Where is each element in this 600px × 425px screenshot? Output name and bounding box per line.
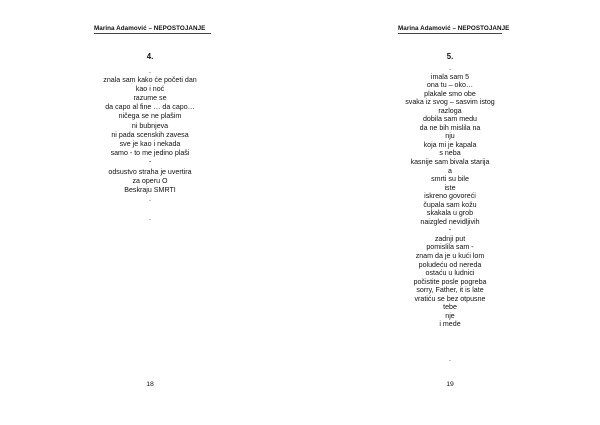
- poem-line: smrti su bile: [431, 175, 469, 184]
- running-header: Marina Adamović – NEPOSTOJANJE: [94, 25, 211, 34]
- poem-line: vratiću se bez otpusne: [414, 294, 486, 303]
- poem-title: 4.: [146, 52, 154, 61]
- poem-line: plakale smo obe: [424, 89, 476, 98]
- poem-line: tebe: [443, 303, 457, 312]
- poem-line: iskreno govoreći: [424, 192, 476, 201]
- poem-line: koja mi je kapala: [423, 140, 477, 149]
- poem-line: a: [448, 166, 452, 175]
- poem-line: odsustvo straha je uvertira: [108, 167, 192, 176]
- poem-line: čupala sam kožu: [423, 200, 477, 209]
- poem-body: [300, 64, 600, 363]
- poem-line: sorry, Father, it is late: [416, 286, 484, 295]
- poem-line: razume se: [133, 94, 167, 103]
- poem-body: [0, 67, 300, 223]
- poem-line: nju: [445, 132, 455, 141]
- poem-line: [300, 329, 600, 338]
- poem-line: [300, 346, 600, 355]
- running-header: Marina Adamović – NEPOSTOJANJE: [398, 25, 510, 32]
- poem-line: skakala u grob: [426, 209, 474, 218]
- poem-line: Beskraju SMRTI: [124, 185, 176, 194]
- poem-line: nje: [445, 311, 455, 320]
- poem-line: pomislila sam -: [426, 243, 474, 252]
- poem-line: sve je kao i nekada: [119, 140, 181, 148]
- poem-line: razloga: [438, 106, 462, 115]
- poem-line: -: [448, 226, 452, 235]
- poem-line: i mede: [439, 320, 461, 329]
- poem-line: da capo al fine … da capo…: [105, 103, 195, 112]
- poem-line: .: [149, 213, 151, 222]
- page-number: 19: [446, 381, 454, 388]
- page-number: 18: [146, 381, 154, 388]
- poem-line: imala sam 5: [430, 72, 470, 81]
- poem-line: [300, 338, 600, 347]
- poem-line: kao i noć: [135, 84, 165, 93]
- poem-line: da ne bih mislila na: [419, 123, 481, 132]
- poem-line: ničega se ne plašim: [118, 112, 182, 121]
- poem-line: svaka iz svog – sasvim istog: [405, 98, 495, 107]
- poem-line: s neba: [439, 149, 461, 158]
- poem-line: .: [149, 66, 151, 75]
- poem-line: ni bubnjeva: [131, 121, 169, 130]
- poem-line: poludeću od nereda: [418, 260, 482, 269]
- poem-line: za operu O: [132, 176, 168, 185]
- right-page: [300, 0, 600, 425]
- poem-line: .: [449, 64, 451, 72]
- poem-line: samo - to me jedino plaši: [110, 149, 190, 158]
- poem-line: zadnji put: [434, 234, 466, 243]
- poem-line: dobila sam medu: [422, 115, 478, 124]
- poem-line: .: [149, 195, 151, 204]
- poem-line: znam da je u kući lom: [415, 252, 485, 261]
- poem-line: .: [449, 354, 451, 363]
- poem-line: kasnije sam bivala starija: [410, 158, 490, 167]
- poem-line: [0, 204, 300, 213]
- poem-line: naizgled nevidljivih: [420, 217, 480, 226]
- poem-line: iste: [444, 183, 456, 192]
- poem-line: znala sam kako će početi dan: [103, 75, 197, 84]
- poem-line: ostaću u ludnici: [425, 269, 475, 278]
- poem-line: ona tu – oko…: [426, 81, 474, 90]
- poem-line: -: [148, 158, 152, 167]
- poem-line: ni pada scenskih zavesa: [111, 130, 189, 139]
- poem-title: 5.: [446, 52, 454, 61]
- poem-line: počistite posle pogreba: [413, 277, 487, 286]
